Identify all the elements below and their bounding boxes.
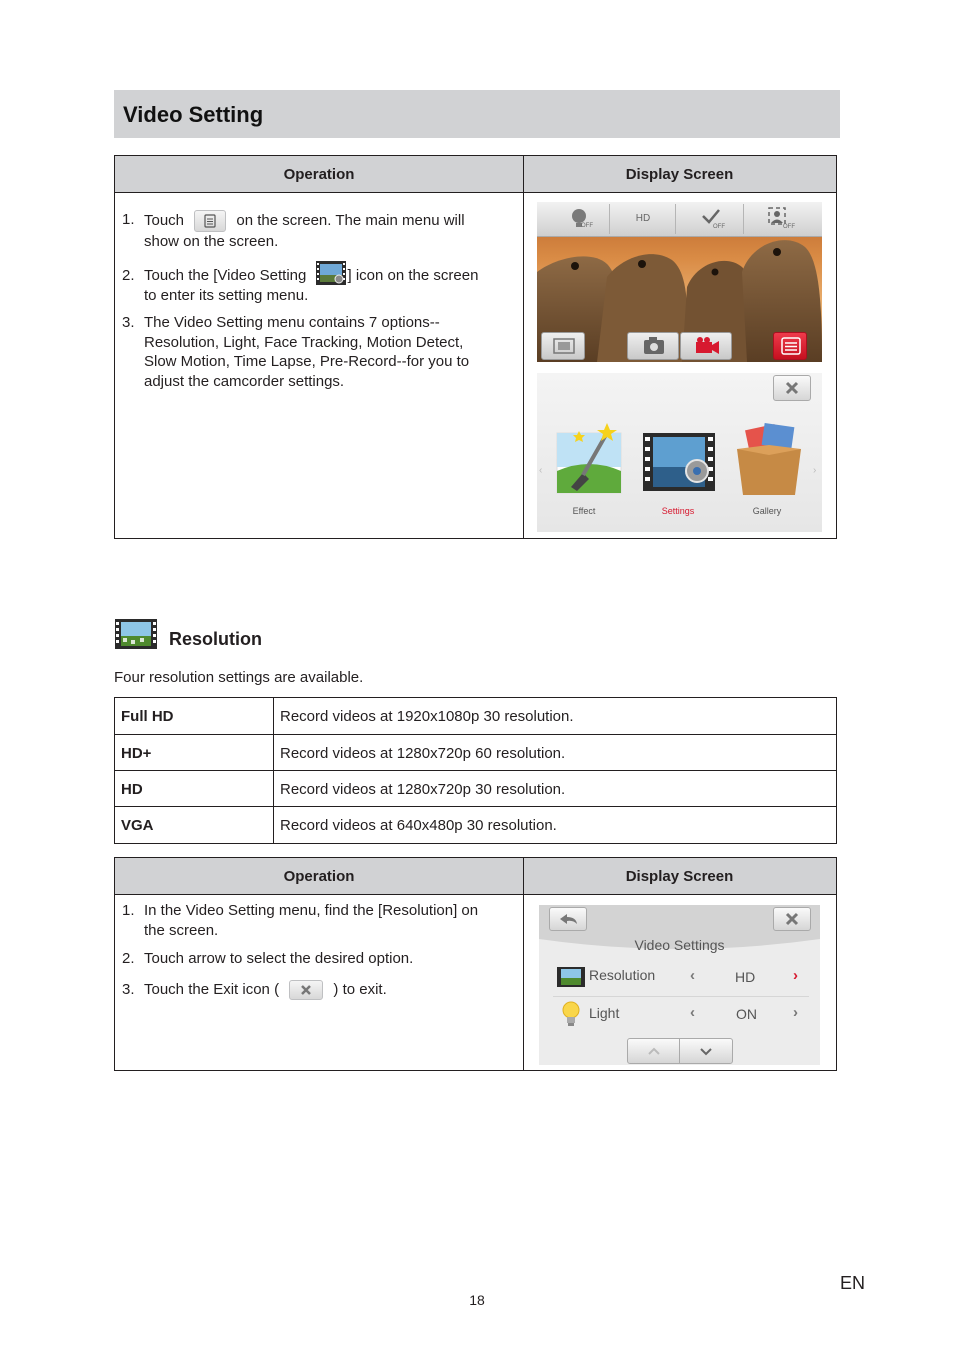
- check-icon: [679, 204, 743, 234]
- language-label: EN: [840, 1273, 866, 1293]
- display-screen-header: Display Screen: [523, 858, 836, 895]
- quick-settings-bar: [537, 202, 822, 237]
- operation-header: Operation: [115, 156, 523, 193]
- chevron-left-icon[interactable]: ‹: [539, 465, 543, 476]
- step-3: 3. Touch the Exit icon ( ) to exit.: [122, 980, 517, 1004]
- face-frame-icon: [745, 204, 809, 234]
- section-heading-resolution: Resolution: [169, 629, 262, 649]
- chevron-right-icon[interactable]: ›: [813, 465, 817, 476]
- film-icon: [542, 333, 586, 359]
- video-settings-icon: [641, 431, 717, 493]
- video-mode-button[interactable]: [680, 332, 732, 360]
- table-row-desc: Record videos at 1280x720p 30 resolution.: [280, 781, 566, 798]
- resolution-icon: [114, 617, 158, 651]
- divider: [553, 996, 809, 997]
- scroll-up-button[interactable]: [628, 1039, 680, 1063]
- main-menu-button[interactable]: [773, 332, 807, 360]
- gallery-label: Gallery: [752, 506, 782, 516]
- scroll-down-button[interactable]: [680, 1039, 732, 1063]
- effect-label: Effect: [572, 506, 596, 516]
- display-screen-header: Display Screen: [523, 156, 836, 193]
- gallery-menu-item[interactable]: [729, 421, 809, 499]
- setting-value-resolution: HD: [735, 969, 756, 985]
- step-1: 1. Touch on the screen. The main menu will show on the screen.: [122, 211, 465, 250]
- table-row-name: HD: [121, 781, 143, 798]
- chevron-right-icon[interactable]: ›: [793, 1004, 798, 1021]
- face-tracking-button[interactable]: OFF: [679, 204, 744, 234]
- bulb-icon: [561, 1001, 581, 1027]
- effect-menu-item[interactable]: [549, 419, 627, 499]
- exit-icon: [289, 980, 323, 1000]
- exit-button[interactable]: [773, 907, 811, 931]
- chevron-left-icon[interactable]: ‹: [690, 967, 695, 984]
- row-divider: [115, 806, 836, 807]
- column-divider: [523, 858, 524, 1070]
- photo-mode-button[interactable]: [627, 332, 679, 360]
- row-divider: [115, 734, 836, 735]
- table-row-desc: Record videos at 1280x720p 60 resolution.: [280, 745, 566, 762]
- setting-label-light: Light: [589, 1005, 620, 1021]
- magic-wand-icon: [549, 419, 627, 499]
- resolution-icon: [557, 967, 585, 987]
- close-icon: [774, 908, 810, 930]
- gallery-box-icon: [729, 421, 809, 499]
- screen-title: Video Settings: [634, 937, 725, 953]
- column-divider: [523, 156, 524, 538]
- step-2: 2. Touch the [Video Setting ] icon on the screen to enter its setting menu.: [122, 266, 517, 310]
- section-header-band: [114, 90, 840, 138]
- video-camera-icon: [681, 333, 733, 359]
- chevron-up-icon: [628, 1039, 680, 1063]
- table-row-desc: Record videos at 1920x1080p 30 resolution.: [280, 708, 574, 725]
- page-title: Video Setting: [123, 102, 264, 127]
- step-2: 2. Touch arrow to select the desired option.: [122, 950, 414, 967]
- scroll-controls: [627, 1038, 733, 1064]
- page-number: 18: [469, 1292, 485, 1308]
- step-1: 1. In the Video Setting menu, find the [Resolution] on the screen.: [122, 902, 479, 939]
- video-settings-screen: [539, 905, 820, 1065]
- row-divider: [115, 770, 836, 771]
- back-button[interactable]: [549, 907, 587, 931]
- table-row-name: Full HD: [121, 708, 174, 725]
- setting-label-resolution: Resolution: [589, 967, 656, 983]
- step-3: 3. The Video Setting menu contains 7 options-- Resolution, Light, Face Tracking, Motion Detect, Slow Motion, Time Lapse, Pre-Record--for you to adjust the camcorder settings.: [122, 314, 470, 390]
- resolution-table: [114, 697, 837, 844]
- setting-value-light: ON: [736, 1006, 757, 1022]
- settings-label: Settings: [661, 506, 695, 516]
- video-setting-icon: [315, 260, 347, 286]
- close-icon: [774, 376, 810, 400]
- bulb-icon: [545, 204, 609, 234]
- back-arrow-icon: [550, 908, 586, 930]
- settings-menu-item[interactable]: [641, 431, 717, 493]
- close-button[interactable]: [773, 375, 811, 401]
- chevron-right-icon[interactable]: ›: [793, 967, 798, 984]
- operation-header: Operation: [115, 858, 523, 895]
- menu-icon: [194, 210, 226, 232]
- resolution-hd-button[interactable]: HD: [611, 204, 676, 234]
- main-menu-screen: [537, 373, 822, 532]
- resolution-intro: Four resolution settings are available.: [114, 669, 364, 686]
- table-row-desc: Record videos at 640x480p 30 resolution.: [280, 817, 557, 834]
- camera-icon: [628, 333, 680, 359]
- chevron-left-icon[interactable]: ‹: [690, 1004, 695, 1021]
- camera-preview-screen: [537, 202, 822, 362]
- table-row-name: HD+: [121, 745, 152, 762]
- light-off-button[interactable]: OFF: [545, 204, 610, 234]
- menu-icon: [774, 333, 808, 359]
- playback-button[interactable]: [541, 332, 585, 360]
- chevron-down-icon: [680, 1039, 732, 1063]
- table-row-name: VGA: [121, 817, 154, 834]
- motion-detect-button[interactable]: OFF: [745, 204, 809, 234]
